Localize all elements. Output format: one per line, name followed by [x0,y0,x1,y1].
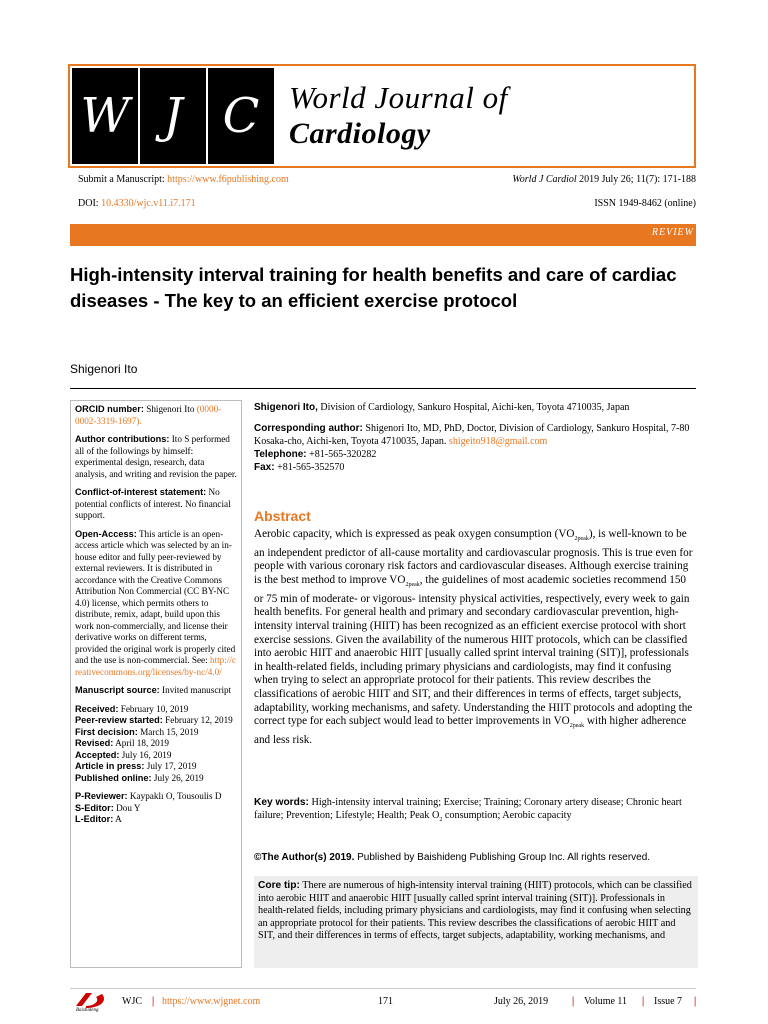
editor-label: P-Reviewer: [75,791,128,801]
conflict-block [75,487,237,522]
citation-line [512,174,696,185]
corresponding-label: Corresponding author: [254,423,363,434]
editor-label: L-Editor: [75,814,114,824]
footer-url[interactable]: https://www.wjgnet.com [162,996,261,1007]
editor-row [75,803,237,815]
open-access-label: Open-Access: [75,528,137,539]
footer-volume: Volume 11 [584,996,628,1007]
corresponding-email[interactable]: shigeito918@gmail.com [448,436,548,447]
fax-label: Fax: [254,462,275,473]
editor-value: Dou Y [116,802,141,813]
core-tip-text: There are numerous of high-intensity interval training (HIIT) protocols, which can be classified into aerobic HIIT and anaerobic HIIT [usually called sprint interval training (SIT)]. Professionals in health-related fields, including primary physicians and cardiologists, may find it confusing when selecting an appropriate protocol for their patients. This review describes the classifications of aerobic HIIT and SIT, and their differences in terms of effects, target subjects, adaptability, working mechanisms, and [258,880,692,942]
doi-label: DOI: [78,198,99,209]
issn: ISSN 1949-8462 (online) [594,198,696,209]
open-access-text: This article is an open-access article which was selected by an in-house editor and fully peer-reviewed by external reviewers. It is distributed in accordance with the Creative Commons Attribution Non Commercial (CC BY-NC 4.0) license, which permits others to distribute, remix, adapt, build upon this work non-commercially, and license their derivative works on different terms, provided the original work is properly cited and the use is non-commercial. See: [75,528,236,665]
orcid-label: ORCID number: [75,404,144,414]
date-value: March 15, 2019 [140,726,199,737]
date-label: Peer-review started: [75,715,163,725]
copyright-text: Published by Baishideng Publishing Group Inc. All rights reserved. [357,852,651,863]
abstract-text: Aerobic capacity, which is expressed as peak oxygen consumption (VO [254,528,575,540]
date-label: Accepted: [75,749,120,760]
doi-link[interactable]: 10.4330/wjc.v11.i7.171 [101,198,196,209]
date-value: April 18, 2019 [115,738,169,748]
editor-row [75,814,237,826]
abstract-heading: Abstract [254,508,311,524]
date-label: Published online: [75,772,152,783]
submit-line [78,174,289,185]
footer-date: July 26, 2019 [494,996,549,1007]
date-row [75,727,237,739]
editor-value: Kaypaklı O, Tousoulis D [129,791,222,801]
doi-line [78,198,196,209]
telephone-value: +81-565-320282 [309,449,377,460]
footer-sep-1: | [152,996,155,1007]
manuscript-source-text: Invited manuscript [162,685,232,695]
abstract-text: ), is well-known to be an independent predictor of all-cause mortality and cardiovascular prognosis. This is true even for people with various coronary risk factors and cardiovascular diseases. Although exercise training is the best method to improve VO [254,528,693,587]
corresponding-author [254,422,698,474]
logo-letter-c: C [208,68,274,164]
orcid-text: Shigenori Ito [146,404,195,414]
editor-label: S-Editor: [75,802,114,813]
footer-sep-2: | [572,996,575,1007]
publisher-logo-text: Baishideng [76,1008,99,1013]
editor-row [75,791,237,803]
date-row [75,773,237,785]
footer-divider [70,988,696,989]
subscript: 2peak [574,536,589,543]
telephone-label: Telephone: [254,449,307,460]
license-link[interactable]: http://creativecommons.org/licenses/by-nc/4.0/ [75,655,236,677]
date-label: Revised: [75,738,114,748]
conflict-text: No potential conflicts of interest. No financial support. [75,487,231,520]
review-bar [70,224,696,246]
manuscript-source-block [75,685,237,697]
journal-title-line2: Cardiology [289,117,431,150]
abstract-text: , the guidelines of most academic societies recommend 150 or 75 min of moderate- or vigorous- intensity physical activities, respectively, every week to gain health benefits. For general health and primary and secondary cardiovascular prevention, high-intensity interval training (HIIT) has been recognized as an efficient exercise protocol with short exercise sessions. Given the availability of the numerous HIIT protocols, which can be classified into aerobic HIIT and anaerobic HIIT [usually called sprint interval training (SIT)], professionals in health-related fields, including primary physicians and cardiologists, may find it confusing when trying to select an appropriate protocol for their patients. This review describes the classifications of aerobic HIIT and SIT, and their differences in terms of effects, target subjects, adaptability, working mechanisms, and safety. Understanding the HIIT protocols and adopting the correct type for each subject would lead to better improvements in VO [254,574,693,728]
subscript: 2 [439,817,443,824]
affiliation [254,401,698,414]
date-label: Received: [75,703,119,714]
date-value: February 10, 2019 [120,703,189,714]
submit-link[interactable]: https://www.f6publishing.com [167,174,289,185]
footer-sep-3: | [642,996,645,1007]
contributions-label: Author contributions: [75,434,170,444]
baishideng-logo [72,990,108,1012]
date-value: July 16, 2019 [121,749,172,760]
fax-value: +81-565-352570 [277,462,345,473]
open-access-block [75,529,237,679]
date-row [75,738,237,750]
affiliation-text: Division of Cardiology, Sankuro Hospital, Aichi-ken, Toyota 4710035, Japan [320,402,630,413]
author-name: Shigenori Ito [70,362,138,376]
abstract-text: with higher adherence and less risk. [254,715,687,747]
date-row [75,715,237,727]
core-tip-label: Core tip: [258,880,300,891]
article-info-sidebar [70,400,242,968]
footer-journal: WJC [122,996,142,1007]
affiliation-name: Shigenori Ito, [254,402,318,413]
divider [70,388,696,389]
copyright-label: ©The Author(s) 2019. [254,852,355,863]
keywords-text: High-intensity interval training; Exercise; Training; Coronary artery disease; Chronic heart failure; Prevention; Lifestyle; Health; Peak O [254,797,682,821]
date-row [75,750,237,762]
orcid-link[interactable]: (0000-0002-3319-1697). [75,404,222,426]
date-label: Article in press: [75,761,145,771]
date-row [75,704,237,716]
contributions-block [75,434,237,480]
corresponding-text: Shigenori Ito, MD, PhD, Doctor, Division of Cardiology, Sankuro Hospital, 7-80 Kosaka-cho, Aichi-ken, Toyota 4710035, Japan. [254,423,690,447]
abstract-body [254,528,698,748]
subscript: 2peak [569,723,585,730]
footer-sep-4: | [694,996,697,1007]
article-title: High-intensity interval training for health benefits and care of cardiac diseases - The key to an efficient exercise protocol [70,264,677,311]
manuscript-source-label: Manuscript source: [75,685,160,695]
journal-title-line1: World Journal of [289,80,508,115]
conflict-label: Conflict-of-interest statement: [75,487,207,497]
review-label: REVIEW [651,227,694,238]
date-value: July 17, 2019 [146,761,197,771]
citation-details: 2019 July 26; 11(7): 171-188 [579,174,696,185]
logo-letter-w: W [72,68,138,164]
date-value: February 12, 2019 [165,715,233,725]
logo-letter-j: J [140,68,206,164]
subscript: 2peak [405,582,420,589]
date-value: July 26, 2019 [153,772,204,783]
footer-issue: Issue 7 [654,996,683,1007]
submit-label: Submit a Manuscript: [78,174,165,185]
dates-block [75,704,237,785]
orcid-block [75,404,237,427]
editor-value: A [115,814,122,824]
editors-block [75,791,237,826]
keywords-text: consumption; Aerobic capacity [442,810,572,821]
date-row [75,761,237,773]
date-label: First decision: [75,726,138,737]
copyright [254,852,698,863]
footer-page: 171 [378,996,393,1007]
core-tip-box [254,876,698,968]
keywords-label: Key words: [254,797,309,808]
keywords [254,796,698,827]
citation-journal: World J Cardiol [512,174,577,185]
contributions-text: Ito S performed all of the followings by himself: experimental design, research, data analysis, and writing and revision the paper. [75,434,237,479]
